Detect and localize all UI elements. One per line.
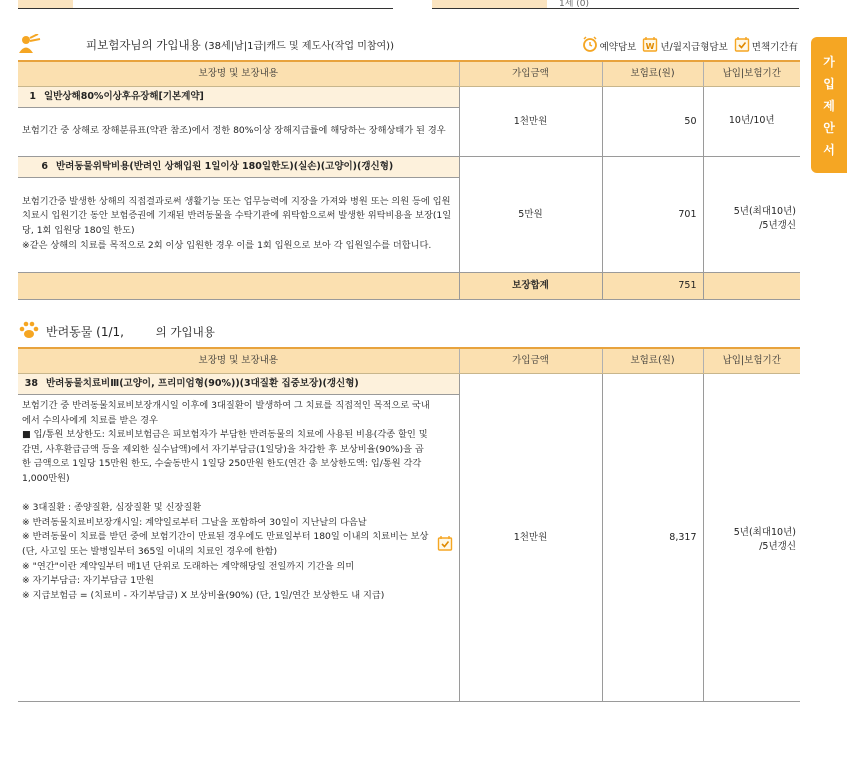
coverage-name: [18, 87, 459, 108]
side-tab-char: 제: [823, 98, 835, 113]
coverage-term: 5년(최대10년) /5년갱신: [703, 157, 800, 273]
coverage-premium: 701: [602, 157, 703, 273]
coverage-name-text: 반려동물위탁비용(반려인 상해입원 1일이상 180일한도)(실손)(고양이)(갱신형): [56, 161, 394, 172]
total-spacer: [703, 273, 800, 300]
coverage-name: [18, 374, 459, 395]
coverage-name: [18, 157, 459, 178]
coverage-term: 10년/10년: [703, 87, 800, 157]
alarm-clock-icon: [582, 36, 598, 55]
legend-exemption: [734, 36, 798, 55]
legend-label: 년/월지급형담보: [660, 41, 728, 53]
table-header-row: [18, 348, 800, 374]
top-strip-value-cell-2: [547, 0, 799, 9]
legend: [582, 36, 798, 55]
total-label: 보장합계: [459, 273, 602, 300]
coverage-name-text: 일반상해80%이상후유장해[기본계약]: [44, 91, 204, 102]
pet-section-title: [46, 323, 215, 340]
col-header-coverage: 보장명 및 보장내용: [18, 348, 459, 374]
side-tab-char: 가: [823, 54, 835, 69]
total-row: [18, 273, 800, 300]
coverage-description: 보험기간 중 상해로 장해분류표(약관 참조)에서 정한 80%이상 장해지급률에 해당하는 장해상태가 된 경우: [18, 108, 459, 157]
table-row: [18, 374, 800, 395]
top-strip-label-cell-2: [432, 0, 547, 9]
col-header-premium: 보험료(원): [602, 348, 703, 374]
coverage-name-text: 반려동물치료비Ⅲ(고양이, 프리미엄형(90%))(3대질환 집중보장)(갱신형): [46, 378, 359, 389]
coverage-number: 38: [24, 378, 38, 389]
person-icon: [18, 34, 44, 56]
pet-section-header: [18, 320, 418, 342]
pet-coverage-table: [18, 347, 800, 702]
insured-coverage-table: [18, 60, 800, 300]
top-strip-value-cell: [73, 0, 393, 9]
total-spacer: [18, 273, 459, 300]
coverage-premium: 50: [602, 87, 703, 157]
side-tab-char: 안: [823, 120, 835, 135]
coverage-description: 보험기간중 발생한 상해의 직접결과로써 생활기능 또는 업무능력에 지장을 가져와 병원 또는 의원 등에 입원 치료시 입원기간 동안 보험증권에 기재된 반려동물을 수탁기관에 위탁함으로써 발생한 위탁비용을 보장(1일당, 1회 입원당 180일 한도) ※같은 상해의 치료를 목적으로 2회 이상 입원한 경우 이를 1회 입원으로 보아 각 입원일수를 더합니다.: [18, 178, 459, 273]
coverage-amount: 5만원: [459, 157, 602, 273]
coverage-premium: 8,317: [602, 374, 703, 702]
col-header-coverage: 보장명 및 보장내용: [18, 61, 459, 87]
side-tab-char: 입: [823, 76, 835, 91]
proposal-side-tab[interactable]: [811, 37, 847, 173]
coverage-description-wrap: [22, 399, 455, 603]
col-header-term: 납입|보험기간: [703, 348, 800, 374]
section-title: 피보험자님의 가입내용: [86, 38, 201, 52]
paw-icon: [18, 320, 44, 342]
calendar-w-icon: [642, 36, 658, 55]
table-row: [18, 157, 800, 178]
pet-section-title-main: 반려동물 (1/1,: [46, 324, 124, 339]
calendar-check-icon: [734, 36, 750, 55]
col-header-premium: 보험료(원): [602, 61, 703, 87]
table-header-row: [18, 61, 800, 87]
coverage-number: 1: [29, 91, 36, 102]
coverage-description: 보험기간 중 반려동물치료비보장개시일 이후에 3대질환이 발생하여 그 치료를 직접적인 목적으로 국내에서 수의사에게 치료를 받은 경우 ■ 입/통원 보상한도: 치료비보험금은 피보험자가 부담한 반려동물의 치료에 사용된 비용(각종 할인 및 감면, 사후환급금액 등을 제외한 실수납액)에서 자기부담금(1일당)을 차감한 후 보상비율(90%)을 곱한 금액으로 1일당 15만원 한도, 수술동반시 1일당 250만원 한도(연간 총 보상한도액: 입/통원 각각 1,000만원) ※ 3대질환 : 종양질환, 심장질환 및 신장질환 ※ 반려동물치료비보장개시일: 계약일로부터 그날을 포함하여 30일이 지난날의 다음날 ※ 반려동물이 치료를 받던 중에 보험기간이 만료된 경우에도 만료일부터 180일 이내의 치료비는 보상(단, 사고일 또는 발병일부터 365일 이내의 치료인 경우에 한함) ※ "연간"이란 계약일부터 매1년 단위로 도래하는 계약해당일 전일까지 기간을 의미 ※ 자기부담금: 자기부담금 1만원 ※ 지급보험금 = (치료비 - 자기부담금) X 보상비율(90%) (단, 1일/연간 보상한도 내 지급): [22, 400, 430, 601]
table-row: [18, 87, 800, 108]
col-header-term: 납입|보험기간: [703, 61, 800, 87]
legend-reserved: [582, 36, 637, 55]
top-strip-value: 1세 (0): [559, 0, 590, 9]
legend-label: 예약담보: [599, 41, 637, 53]
col-header-amount: 가입금액: [459, 61, 602, 87]
top-info-strip: [0, 0, 847, 10]
total-value: 751: [602, 273, 703, 300]
coverage-description-cell: [18, 395, 459, 702]
coverage-amount: 1천만원: [459, 374, 602, 702]
legend-periodic: [642, 36, 727, 55]
top-strip-label-cell: [18, 0, 73, 9]
insured-profile: (38세|남|1급|캐드 및 제도사(작업 미참여)): [204, 41, 394, 52]
legend-label: 면책기간有: [751, 41, 798, 53]
side-tab-char: 서: [823, 142, 835, 157]
pet-section-title-suffix: 의 가입내용: [155, 324, 215, 339]
calendar-check-icon: [437, 535, 453, 557]
coverage-number: 6: [41, 161, 48, 172]
svg-text:W: W: [645, 42, 655, 51]
col-header-amount: 가입금액: [459, 348, 602, 374]
coverage-amount: 1천만원: [459, 87, 602, 157]
insured-section-header: [18, 34, 798, 56]
coverage-term: 5년(최대10년) /5년갱신: [703, 374, 800, 702]
